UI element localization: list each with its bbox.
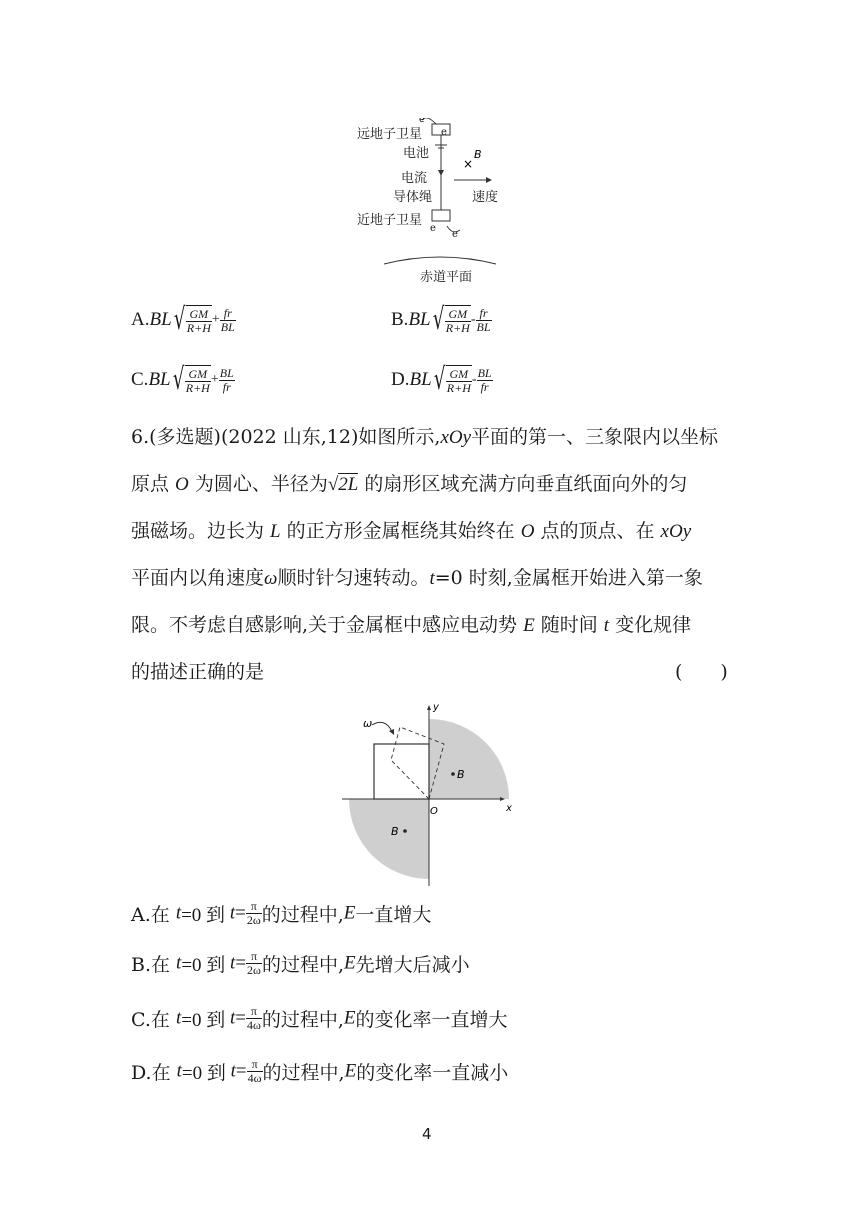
q6-text: 为圆心、半径为 [188,473,328,495]
option-text: =0 到 [181,1010,230,1031]
b-label-q1: B [457,768,465,781]
frac-den: 2ω [246,913,261,927]
q6-text: 原点 [131,473,176,495]
q6-text: 随时间 [534,614,604,636]
q6-line-1 [131,426,718,449]
q6-text: 平面内以角速度 [131,567,265,589]
q6-line-2 [131,473,687,496]
option-prefix: D. [391,369,410,390]
var-t: t [230,952,236,974]
q6-text: 的扇形区域充满方向垂直纸面向外的匀 [358,473,688,495]
frac-num: π [246,950,262,964]
frac-num: GM [446,368,472,382]
label-near-satellite: 近地子卫星 [357,213,423,228]
frac-num: GM [445,308,471,322]
answer-bracket: ( ) [675,661,728,683]
q5-option-d[interactable] [391,362,493,397]
var-t: t [230,1060,236,1082]
frac-num: π [247,1058,263,1072]
near-satellite-box [432,210,450,221]
q6-text: 点的顶点、在 [534,520,661,542]
electron-label-top-1: e [419,118,425,125]
sqrt-sign: √ [327,474,339,495]
option-text: 的过程中, [261,1009,344,1031]
q6-tag: (多选题)(2022 山东,12) [149,426,359,448]
q6-option-c[interactable] [131,1005,508,1032]
second-fraction [219,367,235,394]
var-t: t [175,902,182,924]
frac-den: BL [476,319,491,334]
frac-num: π [246,900,262,914]
second-fraction [476,307,492,334]
q6-option-d[interactable] [131,1058,508,1085]
q6-line-3 [131,520,691,543]
q6-var-t: t [429,568,435,589]
radical: √ [172,362,184,397]
b-label-q3: B [391,825,399,838]
q6-var-t: t [603,615,610,636]
frac-den: fr [222,379,231,394]
operator: - [471,372,477,387]
b-field-cross: × [463,157,474,171]
q6-var-xoy: xOy [440,427,472,448]
option-text: 先增大后减小 [355,954,470,976]
label-equator: 赤道平面 [420,270,473,285]
frac-den: 4ω [247,1071,262,1085]
second-fraction [477,367,493,394]
var-e: E [343,1007,356,1029]
var-e: E [343,902,356,924]
q6-var-o: O [175,474,189,495]
option-prefix: B. [391,309,409,330]
time-fraction [246,900,262,927]
label-rope: 导体绳 [393,190,433,205]
q6-text: 平面的第一、三象限内以坐标 [471,426,719,448]
field-region-q3 [349,799,429,879]
radical: √ [432,302,444,337]
q6-text: 如图所示, [358,426,441,448]
frac-num: π [246,1005,262,1019]
frac-den: R+H [445,321,470,335]
option-prefix: C. [131,369,149,390]
time-fraction [246,950,262,977]
q6-line-6 [131,661,264,683]
option-bl: BL [408,309,431,330]
var-e: E [344,1060,357,1082]
option-text: =0 到 [181,955,231,976]
q6-text: 的描述正确的是 [131,661,265,683]
label-speed: 速度 [472,190,499,205]
q6-text: 限。不考虑自感影响,关于金属框中感应电动势 [131,614,524,636]
var-t: t [176,952,182,974]
q6-sqrt2L [338,473,358,495]
operator: - [470,312,476,327]
q6-var-xoy: xOy [660,521,692,542]
frac-den: 2ω [247,963,261,977]
q6-var-omega: ω [264,568,278,589]
radical: √ [173,302,185,337]
var-t: t [229,1007,236,1029]
time-fraction [247,1058,263,1085]
radical: √ [433,362,445,397]
q5-option-b[interactable] [391,302,492,337]
frac-den: R+H [446,381,471,395]
b-dot-q3 [403,829,407,833]
q5-option-c[interactable] [131,362,235,397]
frac-den: fr [480,379,489,394]
option-prefix: D.在 [131,1062,177,1084]
q5-option-a[interactable] [131,302,236,337]
option-prefix: A.在 [131,904,176,926]
option-text: 的变化率一直增大 [355,1009,508,1031]
frac-den: R+H [186,321,211,335]
radicand-fraction [445,305,471,335]
var-t: t [175,1007,182,1029]
label-current: 电流 [401,171,428,186]
frac-den: 4ω [246,1018,261,1032]
option-text: 的变化率一直减小 [356,1062,509,1084]
var-t: t [229,902,236,924]
radicand-fraction [185,365,211,395]
label-battery: 电池 [403,146,430,161]
rotation-arrow [372,722,392,732]
origin-label: O [430,806,438,817]
field-region-q1 [429,719,509,799]
q6-option-b[interactable] [131,950,470,977]
q6-var-l: L [270,521,281,542]
q6-number: 6. [131,426,150,448]
option-bl: BL [149,309,172,330]
q6-text: 的正方形金属框绕其始终在 [280,520,521,542]
y-axis-arrow [427,705,431,710]
label-electron-bottom: e [430,223,436,234]
option-bl: BL [148,369,171,390]
option-prefix: C.在 [131,1009,176,1031]
second-fraction [220,307,236,334]
frac-num: fr [220,307,236,321]
current-arrow-head [438,170,444,176]
omega-label: ω [363,717,373,730]
page-number: 4 [422,1125,432,1143]
frac-num: BL [477,365,492,380]
q6-var-e: E [523,615,535,636]
q6-text: 强磁场。边长为 [131,520,271,542]
q6-var-o: O [520,521,535,542]
x-axis-label: x [506,803,512,814]
q6-line-5 [131,614,691,637]
frac-den: R+H [185,381,210,395]
label-electron-top-2: e [441,127,447,138]
equals: = [235,1007,246,1029]
option-prefix: A. [131,309,150,330]
equator-arc [384,257,496,264]
option-text: =0 到 [181,1063,231,1084]
q6-text: 变化规律 [609,614,692,636]
q6-text: 顺时针匀速转动。 [277,567,430,589]
label-electron-bottom-2: e [452,229,458,240]
label-far-satellite: 远地子卫星 [357,127,423,142]
q6-sqrt2L-text: 2L [338,474,359,495]
q6-option-a[interactable] [131,900,431,927]
equals: = [235,1060,247,1082]
var-e: E [344,952,356,974]
option-text: 的过程中, [261,954,344,976]
frac-num: BL [219,365,234,380]
option-text: 的过程中, [261,904,344,926]
equals: = [235,952,247,974]
option-bl: BL [409,369,432,390]
option-text: 的过程中, [262,1062,345,1084]
operator: + [211,312,220,327]
radicand-fraction [446,365,472,395]
frac-num: fr [476,307,492,321]
velocity-arrow-head [486,177,492,183]
operator: + [210,372,219,387]
frac-num: GM [185,368,211,382]
option-prefix: B.在 [131,954,177,976]
b-field-label: B [474,148,482,161]
equals: = [235,902,246,924]
y-axis-label: y [433,702,439,713]
q6-line-4 [131,567,703,590]
rotating-frame-figure [340,700,520,890]
frac-num: GM [186,308,212,322]
frac-den: BL [220,319,235,334]
option-text: 一直增大 [355,904,432,926]
radicand-fraction [186,305,212,335]
time-fraction [246,1005,262,1032]
b-dot-q1 [451,772,455,776]
metal-frame-initial [374,744,429,799]
q6-text: =0 时刻,金属框开始进入第一象 [434,567,703,589]
option-text: =0 到 [181,905,230,926]
var-t: t [176,1060,182,1082]
